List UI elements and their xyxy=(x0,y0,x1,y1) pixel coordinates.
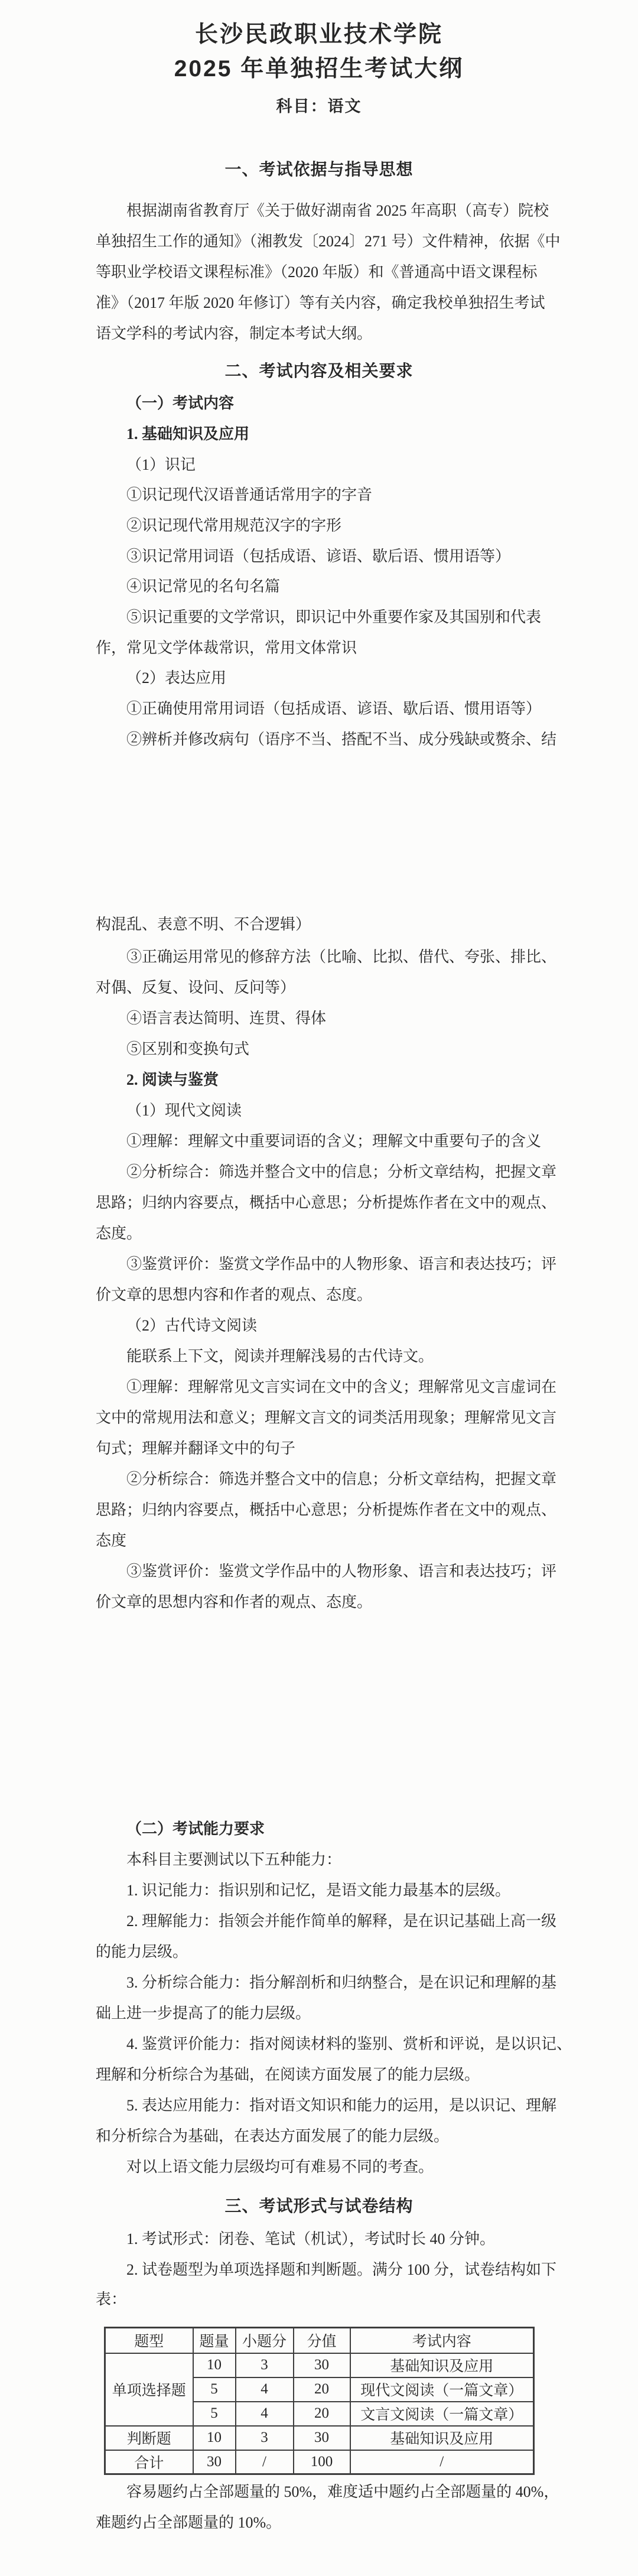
table-cell: 3 xyxy=(236,2353,294,2377)
subtopic-heading: （2）表达应用 xyxy=(126,669,227,687)
subject-line: 科目：语文 xyxy=(276,97,362,115)
doc-title-line1: 长沙民政职业技术学院 xyxy=(194,22,443,47)
table-header-cell: 分值 xyxy=(294,2328,350,2353)
paragraph-line: 单独招生工作的通知》（湘教发〔2024〕271 号）文件精神，依据《中 xyxy=(96,233,561,250)
list-item: ②辨析并修改病句（语序不当、搭配不当、成分残缺或赘余、结 xyxy=(126,731,557,748)
topic-heading: 1. 基础知识及应用 xyxy=(126,425,250,443)
paragraph-line: 容易题约占全部题量的 50%，难度适中题约占全部题量的 40%， xyxy=(126,2483,559,2500)
list-item: ①识记现代汉语普通话常用字的字音 xyxy=(126,486,373,503)
section-heading-3: 三、考试形式与试卷结构 xyxy=(224,2197,414,2215)
list-item: ⑤区别和变换句式 xyxy=(126,1040,250,1058)
list-item: ①理解：理解常见文言实词在文中的含义；理解常见文言虚词在 xyxy=(126,1378,557,1396)
list-item: 1. 识记能力：指识别和记忆，是语文能力最基本的层级。 xyxy=(126,1882,511,1899)
paragraph-line: 作，常见文学体裁常识，常用文体常识 xyxy=(96,639,357,656)
paragraph-line: 2. 试卷题型为单项选择题和判断题。满分 100 分，试卷结构如下 xyxy=(126,2261,557,2278)
table-cell: 5 xyxy=(193,2402,236,2426)
table-cell: 5 xyxy=(193,2377,236,2402)
subsection-heading: （一）考试内容 xyxy=(126,395,235,412)
list-item: ③正确运用常见的修辞方法（比喻、比拟、借代、夸张、排比、 xyxy=(126,948,557,965)
table-cell: 100 xyxy=(294,2450,350,2474)
table-cell: 3 xyxy=(236,2426,294,2450)
subtopic-heading: （1）现代文阅读 xyxy=(126,1102,242,1119)
paragraph-line: 本科目主要测试以下五种能力： xyxy=(126,1851,342,1868)
paragraph-line: 根据湖南省教育厅《关于做好湖南省 2025 年高职（高专）院校 xyxy=(126,202,549,219)
paragraph-line: 准》（2017 年版 2020 年修订）等有关内容，确定我校单独招生考试 xyxy=(96,294,545,311)
paragraph-line: 构混乱、表意不明、不合逻辑） xyxy=(96,916,311,933)
list-item: ①正确使用常用词语（包括成语、谚语、歇后语、惯用语等） xyxy=(126,700,542,717)
section-heading-1: 一、考试依据与指导思想 xyxy=(224,160,414,178)
table-row xyxy=(105,2450,534,2474)
list-item: ③鉴赏评价：鉴赏文学作品中的人物形象、语言和表达技巧；评 xyxy=(126,1563,557,1580)
paragraph-line: 价文章的思想内容和作者的观点、态度。 xyxy=(96,1286,373,1303)
subsection-heading: （二）考试能力要求 xyxy=(126,1820,265,1837)
table-header-cell: 题量 xyxy=(193,2328,236,2353)
paragraph-line: 和分析综合为基础，在表达方面发展了的能力层级。 xyxy=(96,2128,450,2145)
list-item: ③识记常用词语（包括成语、谚语、歇后语、惯用语等） xyxy=(126,548,511,565)
subtopic-heading: （2）古代诗文阅读 xyxy=(126,1317,258,1334)
table-cell: 10 xyxy=(193,2426,236,2450)
paragraph-line: 对偶、反复、设问、反问等） xyxy=(96,979,296,996)
table-row xyxy=(105,2353,534,2377)
paragraph-line: 文中的常规用法和意义；理解文言文的词类活用现象；理解常见文言 xyxy=(96,1409,557,1426)
table-cell: 判断题 xyxy=(105,2426,193,2450)
paragraph-line: 对以上语文能力层级均可有难易不同的考查。 xyxy=(126,2158,434,2175)
table-header-cell: 题型 xyxy=(105,2328,193,2353)
paragraph-line: 语文学科的考试内容，制定本考试大纲。 xyxy=(96,325,373,342)
table-row xyxy=(105,2426,534,2450)
paragraph-line: 句式；理解并翻译文中的句子 xyxy=(96,1440,296,1457)
topic-heading: 2. 阅读与鉴赏 xyxy=(126,1071,219,1088)
table-cell: 基础知识及应用 xyxy=(350,2353,534,2377)
paragraph-line: 的能力层级。 xyxy=(96,1943,188,1960)
table-cell: 30 xyxy=(294,2426,350,2450)
paragraph-line: 表： xyxy=(96,2291,127,2308)
paragraph-line: 态度。 xyxy=(96,1225,142,1242)
section-heading-2: 二、考试内容及相关要求 xyxy=(224,362,414,380)
list-item: ③鉴赏评价：鉴赏文学作品中的人物形象、语言和表达技巧；评 xyxy=(126,1256,557,1273)
paragraph-line: 1. 考试形式：闭卷、笔试（机试），考试时长 40 分钟。 xyxy=(126,2230,496,2248)
paragraph-line: 等职业学校语文课程标准》（2020 年版）和《普通高中语文课程标 xyxy=(96,264,538,281)
table-cell: 文言文阅读（一篇文章） xyxy=(350,2402,534,2426)
paragraph-line: 价文章的思想内容和作者的观点、态度。 xyxy=(96,1593,373,1611)
exam-structure-table xyxy=(104,2327,535,2475)
paragraph-line: 能联系上下文，阅读并理解浅易的古代诗文。 xyxy=(126,1348,434,1365)
table-header-cell: 小题分 xyxy=(236,2328,294,2353)
list-item: ①理解：理解文中重要词语的含义；理解文中重要句子的含义 xyxy=(126,1133,542,1150)
paragraph-line: 理解和分析综合为基础，在阅读方面发展了的能力层级。 xyxy=(96,2066,480,2083)
subtopic-heading: （1）识记 xyxy=(126,456,196,473)
paragraph-line: 态度 xyxy=(96,1532,127,1549)
table-cell: 现代文阅读（一篇文章） xyxy=(350,2377,534,2402)
list-item: 5. 表达应用能力：指对语文知识和能力的运用，是以识记、理解 xyxy=(126,2097,557,2114)
list-item: ④语言表达简明、连贯、得体 xyxy=(126,1010,327,1027)
paragraph-line: 难题约占全部题量的 10%。 xyxy=(96,2514,282,2531)
table-cell: 20 xyxy=(294,2402,350,2426)
table-cell: 4 xyxy=(236,2377,294,2402)
table-cell: 单项选择题 xyxy=(105,2353,193,2426)
table-cell: / xyxy=(236,2450,294,2474)
list-item: ②分析综合：筛选并整合文中的信息；分析文章结构，把握文章 xyxy=(126,1163,557,1180)
table-cell: 4 xyxy=(236,2402,294,2426)
paragraph-line: 础上进一步提高了的能力层级。 xyxy=(96,2005,311,2022)
table-cell: 30 xyxy=(294,2353,350,2377)
list-item: ②分析综合：筛选并整合文中的信息；分析文章结构，把握文章 xyxy=(126,1471,557,1488)
table-cell: 基础知识及应用 xyxy=(350,2426,534,2450)
list-item: ②识记现代常用规范汉字的字形 xyxy=(126,517,342,534)
table-header-cell: 考试内容 xyxy=(350,2328,534,2353)
list-item: ⑤识记重要的文学常识，即识记中外重要作家及其国别和代表 xyxy=(126,609,542,626)
table-cell: 合计 xyxy=(105,2450,193,2474)
table-cell: / xyxy=(350,2450,534,2474)
table-cell: 30 xyxy=(193,2450,236,2474)
doc-title-line2: 2025 年单独招生考试大纲 xyxy=(174,56,464,82)
table-cell: 20 xyxy=(294,2377,350,2402)
table-cell: 10 xyxy=(193,2353,236,2377)
paragraph-line: 思路；归纳内容要点，概括中心意思；分析提炼作者在文中的观点、 xyxy=(96,1194,557,1211)
list-item: 4. 鉴赏评价能力：指对阅读材料的鉴别、赏析和评说，是以识记、 xyxy=(126,2035,572,2053)
list-item: 2. 理解能力：指领会并能作简单的解释，是在识记基础上高一级 xyxy=(126,1913,557,1930)
list-item: 3. 分析综合能力：指分解剖析和归纳整合，是在识记和理解的基 xyxy=(126,1974,557,1991)
list-item: ④识记常见的名句名篇 xyxy=(126,578,281,595)
table-header-row xyxy=(105,2328,534,2353)
paragraph-line: 思路；归纳内容要点，概括中心意思；分析提炼作者在文中的观点、 xyxy=(96,1501,557,1518)
